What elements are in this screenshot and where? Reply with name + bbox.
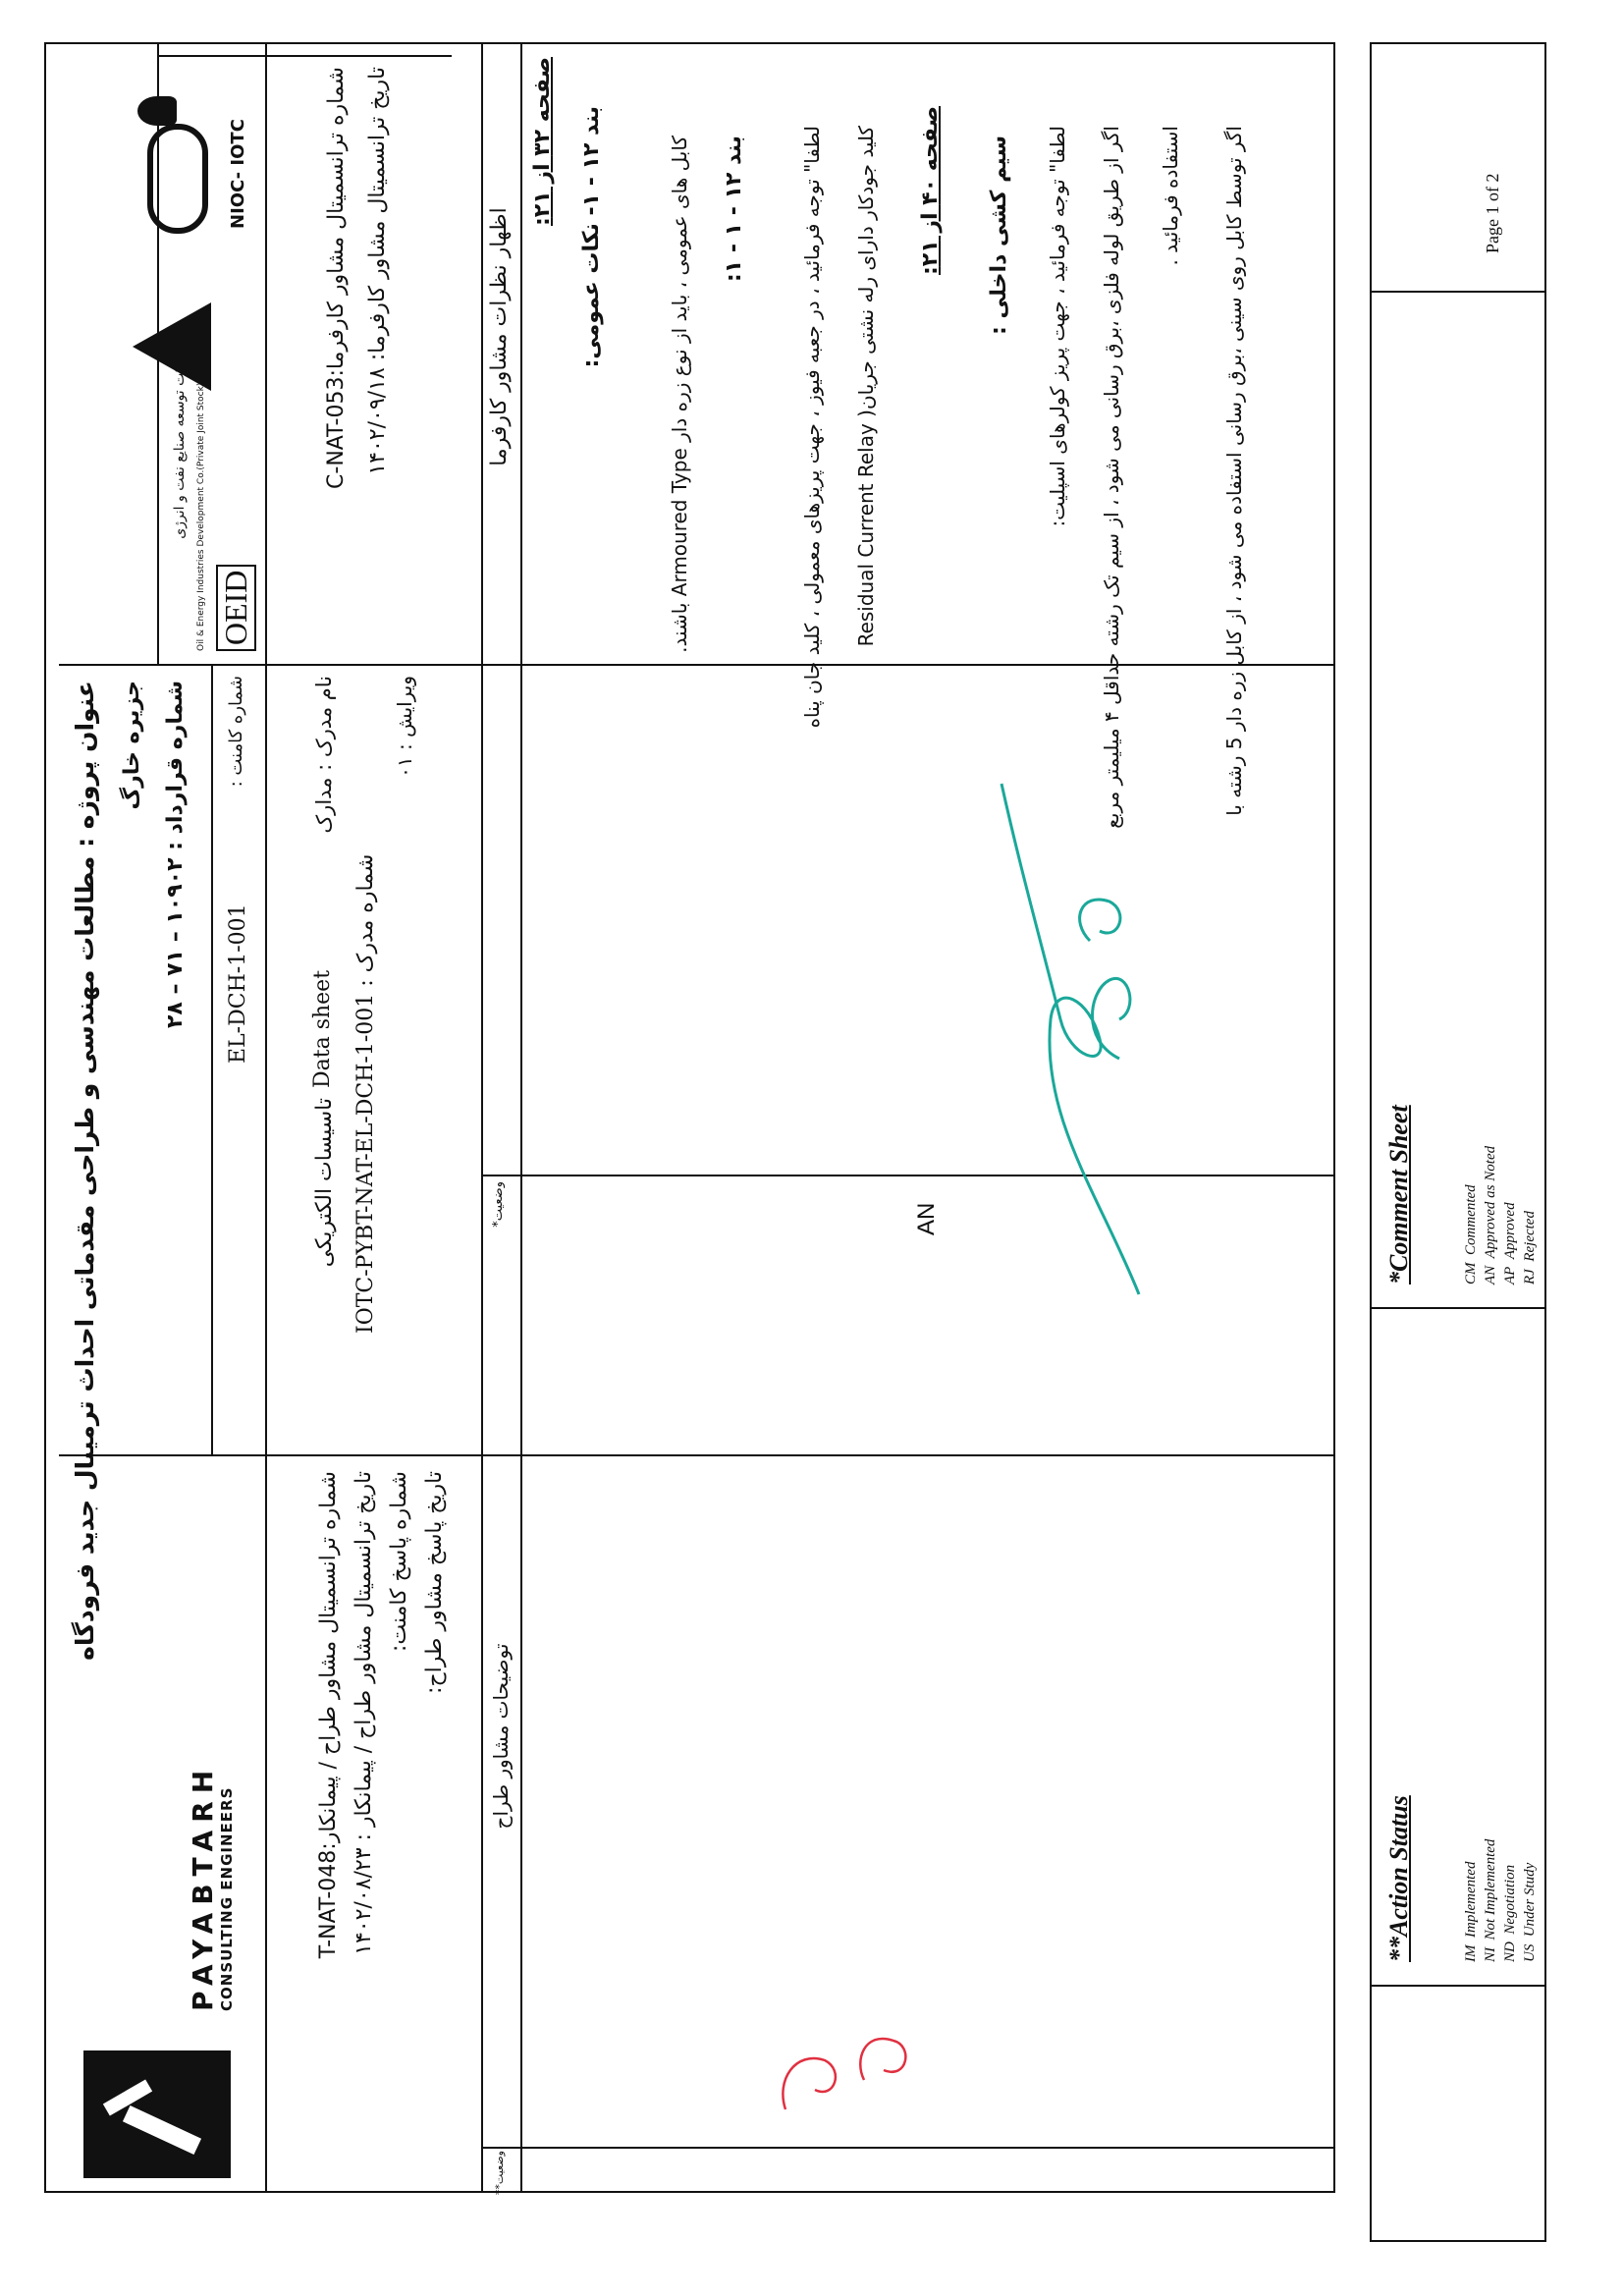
nioc-flame [137,96,177,126]
oeid-name-en: Oil & Energy Industries Development Co.(Private Joint Stock) [196,382,206,651]
action-status-code: NI [1483,1947,1498,1962]
comment-sheet-code: AP [1502,1266,1518,1285]
oeid-logo-text: OEID [216,565,256,651]
project-location: جزیره خارگ [120,681,144,810]
page-ref-2: صفحه ۴۰ از ۲۱: [918,106,943,276]
comment-line-3: کلید جودکار دارای رله نشتی جریان( Residual Current Relay [854,126,878,647]
page-ref-1: صفحه ۳۲ از ۲۱: [530,57,555,227]
header-divider-5 [520,42,522,2193]
consultant-transmittal-no: شماره ترانسمیتال مشاور طراح / پیمانکار:T-NAT-048 [316,1471,341,1959]
consultant-comments-header: توضیحات مشاور طراح [489,1643,513,1830]
document-name-fa: تاسیسات الکتریکی [312,1098,337,1268]
oeid-name-fa: شرکت توسعه صنایع نفت و انرژی [172,347,188,539]
oeid-logo [216,347,260,651]
action-status-item [1522,1863,1539,1962]
document-name-en: Data sheet [310,969,335,1088]
consultant-transmittal-date: تاریخ ترانسمیتال مشاور طراح / پیمانکار : ۱۴۰۲/۰۸/۲۳ [352,1471,376,1955]
action-status-label: Negotiation [1502,1864,1518,1935]
payabtarh-logo [83,2050,231,2178]
clause-2: بند ۱۲ - ۱ - ۱: [722,136,746,283]
consultant-reply-no: شماره پاسخ کامنت: [387,1471,411,1653]
client-comments-header: اظهار نظرات مشاور کارفرما [487,207,512,466]
legend-divider-2 [1370,1307,1546,1309]
action-status-code: ND [1502,1941,1518,1962]
comment-sheet-item [1483,1146,1499,1285]
action-status-item [1483,1839,1499,1962]
document-revision: ویرایش : ۰۱ [393,676,416,778]
nioc-emblem [147,124,208,234]
contract-no: شماره قرارداد : ۱۰۹۰۲ – ۷۱ – ۲۸ [163,681,188,1029]
comment-sheet-label: Approved as Noted [1483,1145,1498,1259]
clause-3: سیم کشی داخلی : [987,136,1011,336]
company-name: PAYABTARH [187,1762,219,2011]
comment-line-4: لطفا" توجه فرمائید ، جهت پریز کولرهای اسپلیت: [1046,126,1069,527]
document-number: شماره مدرک : IOTC-PYBT-NAT-EL-DCH-1-001 [353,853,378,1334]
red-mark-stroke [783,2039,905,2109]
comment-sheet-label: Rejected [1522,1211,1538,1262]
comment-sheet-label: Commented [1463,1184,1479,1255]
comment-sheet-item [1502,1202,1519,1285]
comment-sheet-code: AN [1483,1265,1498,1285]
header-divider-3 [211,666,213,1456]
nioc-logo-icon [118,86,206,234]
comment-line-6: استفاده فرمائید . [1159,126,1182,266]
comment-line-7: اگر توسط کابل روی سینی ،برق رسانی استفاده می شود ، از کابل زره دار 5 رشته با [1222,126,1246,816]
action-status-label: Implemented [1463,1861,1479,1938]
logo-stroke [123,2105,201,2155]
status-col-divider-1 [481,2147,1335,2149]
page-label: Page 1 of 2 [1483,173,1502,253]
status-value: AN [913,1202,940,1235]
nioc-logo-text: NIOC- IOTC [228,119,248,229]
comment-sheet-item [1463,1184,1480,1285]
document-name-label: نام مدرک : مدارک [312,676,336,834]
client-transmittal-no: شماره ترانسمیتال مشاور کارفرما:C-NAT-053 [324,67,349,489]
red-handwritten-mark [766,2011,923,2119]
divider-client-right [157,55,452,57]
project-title: عنوان پروژه : مطالعات مهندسی و طراحی مقدماتی احداث ترمینال جدید فرودگاه [71,681,99,1661]
comment-no: EL-DCH-1-001 [226,903,250,1064]
company-sub: CONSULTING ENGINEERS [218,1786,236,2011]
consultant-reply-date: تاریخ پاسخ مشاور طراح: [422,1471,447,1694]
comment-line-2: لطفا" توجه فرمائید ، در جعبه فیوز ، جهت پریزهای معمولی ، کلید جان پناه [800,126,824,729]
client-transmittal-date: تاریخ ترانسمیتال مشاور کارفرما: ۱۴۰۲/۰۹/۱۸ [365,67,390,475]
clause-1: بند ۱۲ - ۱- نکات عمومی: [579,106,604,368]
comment-sheet-title: *Comment Sheet [1384,1105,1413,1285]
header-divider-4 [481,42,483,2193]
action-status-label: Under Study [1522,1862,1538,1938]
status-col-divider-2 [481,1175,1335,1176]
action-status-item [1502,1865,1519,1962]
comment-sheet-code: CM [1463,1262,1479,1285]
legend-divider-3 [1370,291,1546,293]
action-status-item [1463,1862,1480,1962]
oeid-triangle-icon [133,302,211,391]
signature [982,764,1178,1314]
comment-sheet-item [1522,1211,1539,1285]
signature-stroke [1001,784,1139,1294]
comment-sheet-code: RJ [1522,1269,1538,1285]
comment-line-1: کابل های عمومی ، باید از نوع زره دار Armoured Type باشند. [668,136,691,653]
action-status-label: Not Implemented [1483,1838,1498,1941]
comment-line-5: اگر از طریق لوله فلزی ،برق رسانی می شود ، از سیم تک رشته حداقل ۴ میلیمتر مربع [1100,126,1123,829]
divider-consultant-client [59,1454,1335,1456]
header-divider-1 [265,42,267,2193]
status-header-2: وضعیت* [491,1181,506,1228]
action-status-code: IM [1463,1944,1479,1962]
divider-client-left [59,664,1335,666]
legend-divider-1 [1370,1985,1546,1987]
action-status-title: **Action Status [1384,1795,1413,1962]
action-status-code: US [1522,1943,1538,1962]
comment-sheet-label: Approved [1502,1202,1518,1260]
status-header-1: وضعیت** [493,2151,506,2196]
comment-no-label: شماره کامنت : [226,676,246,788]
